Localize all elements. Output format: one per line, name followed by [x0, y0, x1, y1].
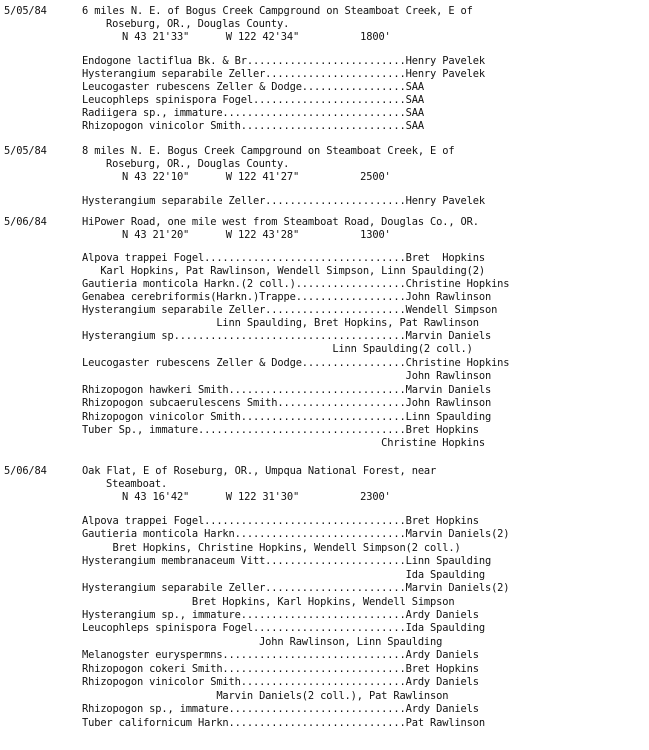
- specimen-record: Ida Spaulding: [82, 569, 485, 581]
- specimen-record: Leucophleps spinispora Fogel.........................Ida Spaulding: [82, 622, 485, 634]
- entry-date: 5/05/84: [4, 145, 47, 157]
- specimen-record: Hysterangium separabile Zeller.......................Henry Pavelek: [82, 195, 485, 207]
- specimen-record: Leucogaster rubescens Zeller & Dodge.................Christine Hopkins: [82, 357, 510, 369]
- specimen-record: Gautieria monticola Harkn.(2 coll.)..................Christine Hopkins: [82, 278, 510, 290]
- entry-date: 5/05/84: [4, 5, 47, 17]
- specimen-record: Karl Hopkins, Pat Rawlinson, Wendell Simpson, Linn Spaulding(2): [82, 265, 485, 277]
- site-description: Roseburg, OR., Douglas County.: [106, 18, 290, 30]
- site-coordinates: N 43 16'42" W 122 31'30" 2300': [122, 491, 391, 503]
- specimen-record: Genabea cerebriformis(Harkn.)Trappe..................John Rawlinson: [82, 291, 492, 303]
- site-description: Roseburg, OR., Douglas County.: [106, 158, 290, 170]
- specimen-record: Bret Hopkins, Karl Hopkins, Wendell Simpson: [82, 596, 455, 608]
- specimen-record: Gautieria monticola Harkn............................Marvin Daniels(2): [82, 528, 510, 540]
- specimen-record: Rhizopogon vinicolor Smith...........................Linn Spaulding: [82, 411, 492, 423]
- site-description: 6 miles N. E. of Bogus Creek Campground on Steamboat Creek, E of: [82, 5, 473, 17]
- specimen-record: Tuber californicum Harkn.............................Pat Rawlinson: [82, 717, 485, 729]
- specimen-record: Hysterangium separabile Zeller.......................Wendell Simpson: [82, 304, 498, 316]
- specimen-record: Alpova trappei Fogel.................................Bret Hopkins: [82, 252, 485, 264]
- specimen-record: Leucogaster rubescens Zeller & Dodge.................SAA: [82, 81, 424, 93]
- specimen-record: Bret Hopkins, Christine Hopkins, Wendell Simpson(2 coll.): [82, 542, 461, 554]
- specimen-record: John Rawlinson: [82, 370, 492, 382]
- site-description: Steamboat.: [106, 478, 168, 490]
- specimen-record: Hysterangium separabile Zeller.......................Henry Pavelek: [82, 68, 485, 80]
- site-coordinates: N 43 21'33" W 122 42'34" 1800': [122, 31, 391, 43]
- site-coordinates: N 43 21'20" W 122 43'28" 1300': [122, 229, 391, 241]
- specimen-record: Linn Spaulding, Bret Hopkins, Pat Rawlinson: [82, 317, 479, 329]
- specimen-record: Rhizopogon subcaerulescens Smith.....................John Rawlinson: [82, 397, 492, 409]
- entry-date: 5/06/84: [4, 465, 47, 477]
- specimen-record: Hysterangium separabile Zeller.......................Marvin Daniels(2): [82, 582, 510, 594]
- specimen-record: Leucophleps spinispora Fogel.........................SAA: [82, 94, 424, 106]
- site-coordinates: N 43 22'10" W 122 41'27" 2500': [122, 171, 391, 183]
- specimen-record: Tuber Sp., immature..................................Bret Hopkins: [82, 424, 479, 436]
- specimen-record: Endogone lactiflua Bk. & Br..........................Henry Pavelek: [82, 55, 485, 67]
- specimen-record: Marvin Daniels(2 coll.), Pat Rawlinson: [82, 690, 449, 702]
- specimen-record: Rhizopogon vinicolor Smith...........................Ardy Daniels: [82, 676, 479, 688]
- specimen-record: Rhizopogon vinicolor Smith...........................SAA: [82, 120, 424, 132]
- specimen-record: Rhizopogon hawkeri Smith.............................Marvin Daniels: [82, 384, 492, 396]
- entry-date: 5/06/84: [4, 216, 47, 228]
- specimen-record: Linn Spaulding(2 coll.): [82, 343, 473, 355]
- specimen-record: Melanogster euryspermns..............................Ardy Daniels: [82, 649, 479, 661]
- site-description: 8 miles N. E. Bogus Creek Campground on Steamboat Creek, E of: [82, 145, 455, 157]
- specimen-record: Hysterangium sp......................................Marvin Daniels: [82, 330, 492, 342]
- site-description: HiPower Road, one mile west from Steamboat Road, Douglas Co., OR.: [82, 216, 479, 228]
- specimen-record: Hysterangium sp., immature...........................Ardy Daniels: [82, 609, 479, 621]
- specimen-record: Hysterangium membranaceum Vitt.......................Linn Spaulding: [82, 555, 492, 567]
- specimen-record: Alpova trappei Fogel.................................Bret Hopkins: [82, 515, 479, 527]
- specimen-record: Rhizopogon cokeri Smith..............................Bret Hopkins: [82, 663, 479, 675]
- specimen-record: Christine Hopkins: [82, 437, 485, 449]
- specimen-record: John Rawlinson, Linn Spaulding: [82, 636, 443, 648]
- specimen-record: Radiigera sp., immature..............................SAA: [82, 107, 424, 119]
- specimen-record: Rhizopogon sp., immature.............................Ardy Daniels: [82, 703, 479, 715]
- site-description: Oak Flat, E of Roseburg, OR., Umpqua National Forest, near: [82, 465, 437, 477]
